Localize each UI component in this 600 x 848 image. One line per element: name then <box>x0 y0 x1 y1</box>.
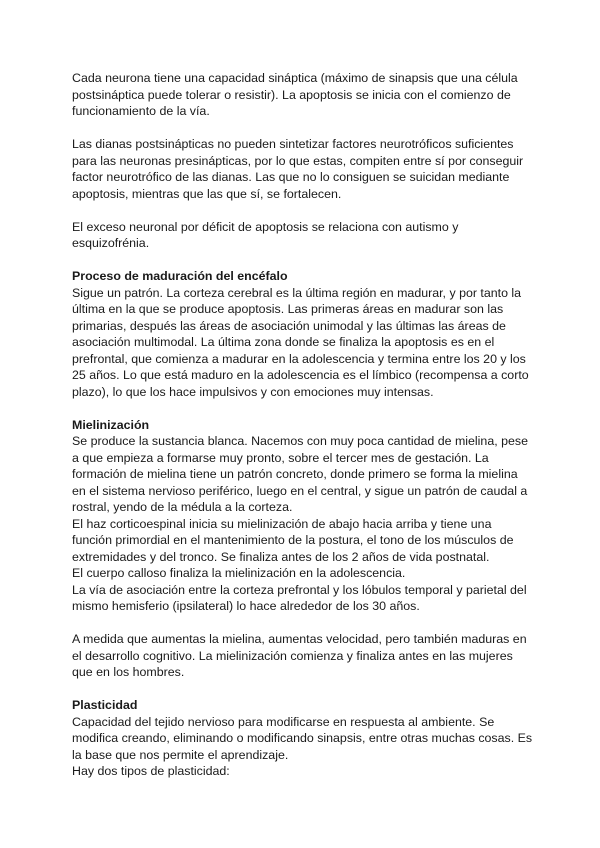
mielinizacion-paragraph-4: La vía de asociación entre la corteza prefrontal y los lóbulos temporal y parietal del mismo hemisferio (ipsilateral) lo hace alrededor de los 30 años. <box>72 582 527 613</box>
mielinizacion-paragraph-2: El haz corticoespinal inicia su mielinización de abajo hacia arriba y tiene una función primordial en el mantenimiento de la postura, el tono de los músculos de extremidades y del tronco. Se finaliza antes de los 2 años de vida postnatal. <box>72 516 514 564</box>
mielinizacion-paragraph-5: A medida que aumentas la mielina, aumentas velocidad, pero también maduras en el desarrollo cognitivo. La mielinización comienza y finaliza antes en las mujeres que en los hombres. <box>72 632 527 679</box>
intro-paragraph-exceso: El exceso neuronal por déficit de apoptosis se relaciona con autismo y esquizofrénia. <box>72 219 459 250</box>
paragraph-spacer <box>72 202 534 219</box>
mielinizacion-paragraph-3: El cuerpo calloso finaliza la mielinización en la adolescencia. <box>72 566 406 580</box>
mielinizacion-paragraph-1: Se produce la sustancia blanca. Nacemos con muy poca cantidad de mielina, pese a que empieza a formarse muy pronto, sobre el tercer mes de gestación. La formación de mielina tiene un patrón concreto, donde primero se forma la mielina en el sistema nervioso periférico, luego en el central, y sigue un patrón de caudal a rostral, yendo de la médula a la corteza. <box>72 434 528 514</box>
maduracion-paragraph: Sigue un patrón. La corteza cerebral es la última región en madurar, y por tanto la última en la que se produce apoptosis. Las primeras áreas en madurar son las primarias, después las áreas de asociación unimodal y las últimas las áreas de asociación multimodal. La última zona donde se finaliza la apoptosis es en el prefrontal, que comienza a madurar en la adolescencia y termina entre los 20 y los 25 años. Lo que está maduro en la adolescencia es el límbico (recompensa a corto plazo), lo que los hace impulsivos y con emociones muy intensas. <box>72 285 529 399</box>
paragraph-spacer <box>72 681 534 698</box>
plasticidad-paragraph-2: Hay dos tipos de plasticidad: <box>72 764 230 778</box>
document-page <box>72 70 534 780</box>
intro-paragraph-dianas: Las dianas postsinápticas no pueden sintetizar factores neurotróficos suficientes para las neuronas presinápticas, por lo que estas, compiten entre sí por conseguir factor neurotrófico de las dianas. Las que no lo consiguen se suicidan mediante apoptosis, mientras que las que sí, se fortalecen. <box>72 137 524 201</box>
intro-paragraph-capacidad: Cada neurona tiene una capacidad sináptica (máximo de sinapsis que una célula postsináptica puede tolerar o resistir). La apoptosis se inicia con el comienzo de funcionamiento de la vía. <box>72 71 518 118</box>
heading-maduracion: Proceso de maduración del encéfalo <box>72 269 288 283</box>
paragraph-spacer <box>72 615 534 632</box>
heading-plasticidad: Plasticidad <box>72 698 138 712</box>
plasticidad-paragraph-1: Capacidad del tejido nervioso para modificarse en respuesta al ambiente. Se modifica creando, eliminando o modificando sinapsis, entre otras muchas cosas. Es la base que nos permite el aprendizaje. <box>72 714 533 762</box>
paragraph-spacer <box>72 252 534 269</box>
paragraph-spacer <box>72 120 534 137</box>
heading-mielinizacion: Mielinización <box>72 417 150 432</box>
paragraph-spacer <box>72 400 534 417</box>
